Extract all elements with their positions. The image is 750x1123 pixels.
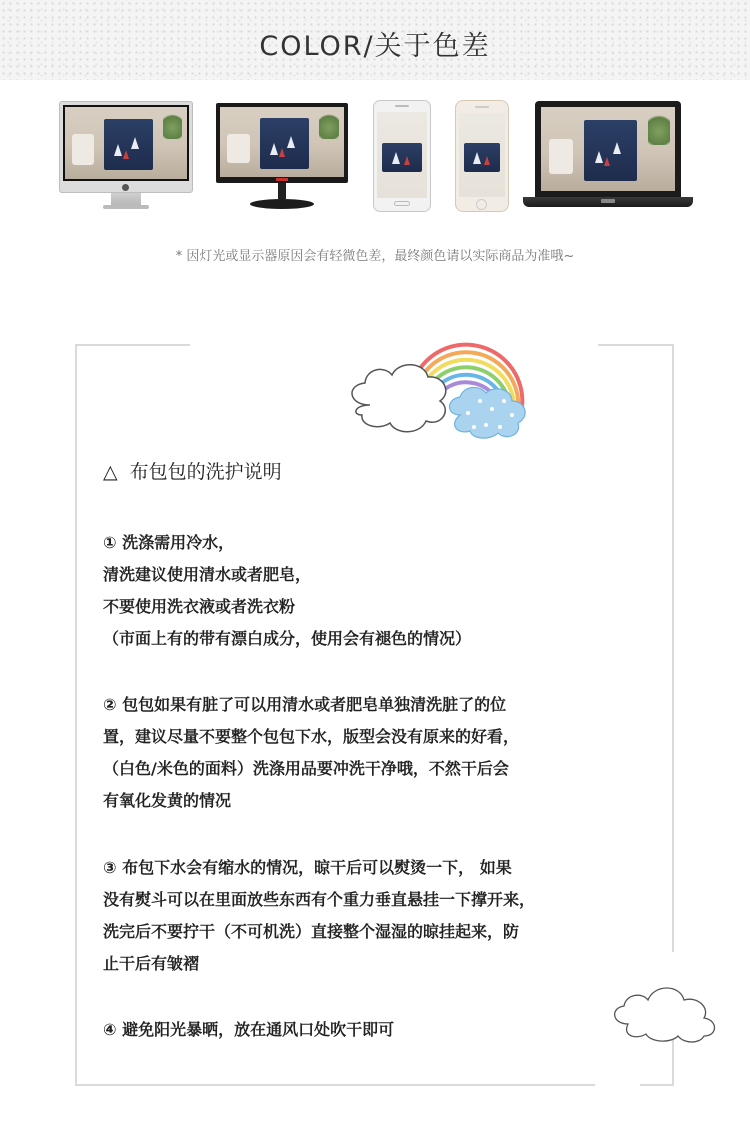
triangle-icon: △: [103, 461, 118, 483]
apple-logo-icon: [122, 184, 129, 191]
card-frame-bottom-right: [640, 1084, 674, 1086]
care-line: ④ 避免阳光暴晒，放在通风口处吹干即可: [103, 1020, 395, 1039]
monitor-screen-image: [220, 107, 344, 177]
care-section-2: [103, 689, 623, 817]
banner-title: COLOR/关于色差: [259, 31, 491, 62]
imac-monitor: [59, 101, 193, 211]
care-line: 止干后有皱褶: [103, 954, 200, 973]
care-section-3: [103, 852, 623, 980]
imac-screen-image: [65, 107, 187, 179]
laptop-logo-icon: [601, 199, 615, 203]
card-frame-right-bottom: [672, 1040, 674, 1086]
care-line: 洗完后不要拧干（不可机洗）直接整个湿湿的晾挂起来，防: [103, 922, 520, 941]
care-line: 有氧化发黄的情况: [103, 791, 232, 810]
care-title: [103, 457, 282, 484]
card-frame-left: [75, 344, 77, 1086]
phone-speaker-icon: [395, 105, 409, 107]
card-frame-top-left: [75, 344, 190, 346]
android-phone: [373, 100, 431, 212]
android-screen-image: [377, 112, 427, 198]
monitor-logo-icon: [276, 178, 288, 181]
care-line: ① 洗涤需用冷水，: [103, 533, 235, 552]
laptop: [523, 101, 693, 211]
care-line: 清洗建议使用清水或者肥皂，: [103, 565, 312, 584]
care-section-4: [103, 1014, 623, 1046]
iphone-speaker-icon: [475, 106, 489, 108]
care-line: （白色/米色的面料）洗涤用品要冲洗干净哦，不然干后会: [103, 759, 509, 778]
color-difference-note: * 因灯光或显示器原因会有轻微色差，最终颜色请以实际商品为准哦~: [175, 249, 575, 264]
care-line: （市面上有的带有漂白成分，使用会有褪色的情况）: [103, 629, 472, 648]
iphone-screen-image: [459, 113, 505, 197]
color-banner: [0, 0, 750, 80]
care-line: 不要使用洗衣液或者洗衣粉: [103, 597, 296, 616]
rainbow-clouds-illustration: [340, 335, 540, 445]
iphone: [455, 100, 509, 212]
desktop-monitor: [216, 103, 348, 211]
care-title-text: 布包包的洗护说明: [129, 461, 282, 483]
card-frame-top-right: [598, 344, 674, 346]
iphone-home-button-icon: [476, 199, 487, 210]
card-frame-right: [672, 344, 674, 952]
care-line: ② 包包如果有脏了可以用清水或者肥皂单独清洗脏了的位: [103, 695, 507, 714]
care-line: 置，建议尽量不要整个包包下水，版型会没有原来的好看，: [103, 727, 520, 746]
cloud-outline-icon: [606, 972, 726, 1046]
care-line: ③ 布包下水会有缩水的情况，晾干后可以熨烫一下， 如果: [103, 858, 512, 877]
laptop-screen-image: [541, 107, 675, 191]
care-section-1: [103, 527, 623, 655]
care-line: 没有熨斗可以在里面放些东西有个重力垂直悬挂一下撑开来，: [103, 890, 536, 909]
card-frame-bottom: [75, 1084, 595, 1086]
phone-home-button-icon: [394, 201, 410, 206]
